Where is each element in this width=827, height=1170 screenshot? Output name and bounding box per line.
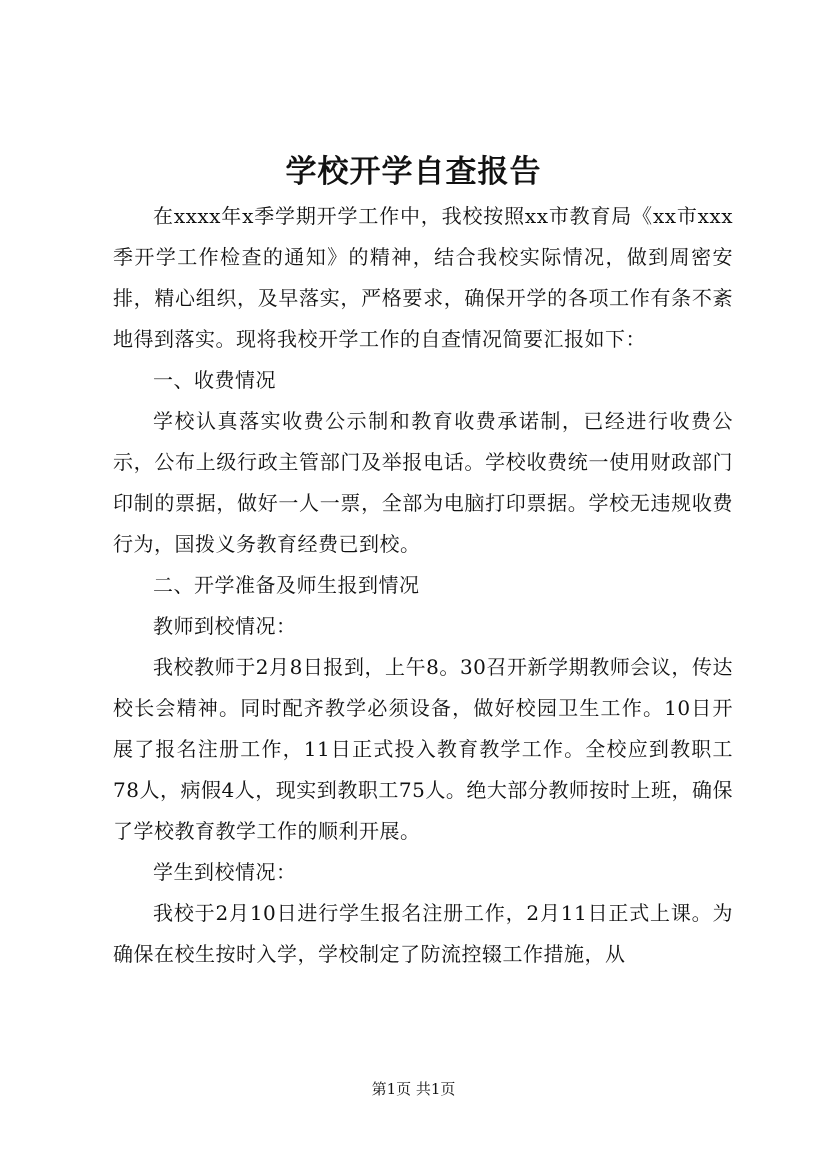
teachers-paragraph: 我校教师于2月8日报到，上午8。30召开新学期教师会议，传达校长会精神。同时配齐教学必须设备，做好校园卫生工作。10日开展了报名注册工作，11日正式投入教育教学工作。全校应到教职工78人，病假4人，现实到教职工75人。绝大部分教师按时上班，确保了学校教育教学工作的顺利开展。 [113,655,733,843]
students-paragraph: 我校于2月10日进行学生报名注册工作，2月11日正式上课。为确保在校生按时入学，学校制定了防流控辍工作措施，从 [113,901,733,966]
intro-paragraph: 在xxxx年x季学期开学工作中，我校按照xx市教育局《xx市xxx季开学工作检查的通知》的精神，结合我校实际情况，做到周密安排，精心组织，及早落实，严格要求，确保开学的各项工作有条不紊地得到落实。现将我校开学工作的自查情况简要汇报如下： [113,204,733,351]
section-heading-fees: 一、收费情况 [153,368,276,392]
section-heading-preparation: 二、开学准备及师生报到情况 [153,573,420,597]
subheading-students: 学生到校情况： [153,860,297,884]
document-title: 学校开学自查报告 [285,154,542,190]
subheading-teachers: 教师到校情况： [153,614,297,638]
fees-paragraph: 学校认真落实收费公示制和教育收费承诺制，已经进行收费公示，公布上级行政主管部门及举报电话。学校收费统一使用财政部门印制的票据，做好一人一票，全部为电脑打印票据。学校无违规收费行为，国拨义务教育经费已到校。 [113,409,733,556]
page-footer: 第1页 共1页 [371,1080,456,1098]
document-body [113,196,733,975]
